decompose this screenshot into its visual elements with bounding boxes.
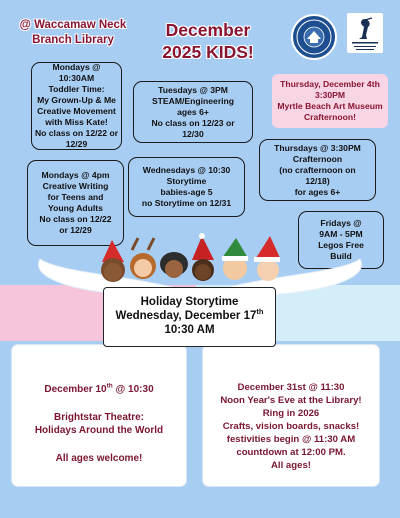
event-text: ages 6+ [177,106,209,117]
event-text: babies-age 5 [160,187,213,197]
page-title [146,20,270,64]
kid-face-6 [254,236,280,281]
event-text: Toddler Time: [48,84,105,94]
event-text: Crafternoon! [303,112,357,123]
event-text: for ages 6+ [294,186,341,197]
event-monday-toddler [31,62,122,150]
event-thursday-crafternoon [259,139,376,201]
event-text: Myrtle Beach Art Museum [277,101,383,111]
event-tuesday-steam [133,81,253,143]
branch-line-2: Branch Library [32,33,114,46]
holiday-storytime-title: Holiday Storytime [140,296,239,309]
event-wednesday-storytime [128,157,245,217]
kid-face-2 [130,238,156,279]
event-text: No class on 12/22 [39,214,112,224]
event-text: no Storytime on 12/31 [141,198,232,208]
event-text: Thursday, December 4th [280,78,380,89]
holiday-storytime-date [104,307,275,324]
event-text: No class on 12/22 or [34,128,119,138]
kid-face-1 [101,240,125,282]
children-in-holiday-hats-illustration [96,232,286,292]
friends-library-logo [347,13,383,53]
event-text: or 12/29 [59,225,92,235]
nye-text: festivities begin @ 11:30 AM [226,434,356,446]
event-text: 3:30PM [314,89,346,100]
kid-face-4 [192,233,214,281]
brightstar-audience: All ages welcome! [55,452,143,464]
branch-line-1: @ Waccamaw Neck [19,19,127,31]
event-text: Young Adults [48,203,103,213]
event-text: Creative Writing [42,181,109,191]
event-text: Mondays @ 4pm [41,170,110,180]
title-line-2: 2025 KIDS! [162,41,254,62]
kid-face-3 [160,252,188,278]
event-text: Wednesdays @ 10:30 [142,165,231,175]
holiday-storytime-time: 10:30 AM [164,323,215,336]
event-text: Creative Movement [37,106,116,116]
event-text: Build [330,251,352,261]
event-text: Tuesdays @ 3PM [158,84,228,95]
kid-face-5 [222,238,248,280]
title-line-1: December [165,20,251,40]
event-text: for Teens and [47,192,104,202]
event-text: STEAM/Engineering [151,95,235,106]
county-seal-logo [291,14,337,60]
nye-text: countdown at 12:00 PM. [236,447,346,459]
holiday-date-text: Wednesday, December 17 [115,310,257,323]
nye-text: Noon Year's Eve at the Library! [220,395,362,407]
seal-icon [293,16,335,58]
event-text: 9AM - 5PM [319,229,363,239]
noon-years-eve-event [206,381,376,472]
brightstar-event [18,383,180,465]
branch-name [18,18,128,48]
event-text: Crafternoon [292,153,343,164]
brightstar-title: Brightstar Theatre: [53,411,144,423]
nye-text: All ages! [271,460,311,472]
event-text: 12/18) [305,175,330,186]
brightstar-date-text: December 10 [44,384,107,395]
event-text: 12/29 [65,139,88,149]
event-text: 12/30 [182,128,204,139]
event-text: Fridays @ [320,218,362,228]
event-text: Mondays @ 10:30AM [52,62,101,83]
event-text: Legos Free [318,240,364,250]
event-text: (no crafternoon on [279,164,356,175]
event-text: Storytime [166,176,207,186]
nye-text: December 31st @ 11:30 [237,382,345,393]
brightstar-date-sup: th [106,382,113,390]
nye-text: Crafts, vision boards, snacks! [222,421,360,433]
event-text: Thursdays @ 3:30PM [274,142,361,153]
brightstar-date-time: @ 10:30 [112,384,154,395]
nye-text: Ring in 2026 [262,408,320,420]
holiday-storytime-banner [103,287,276,347]
event-text: No class on 12/23 or [151,117,235,128]
holiday-date-sup: th [256,307,264,317]
event-museum-crafternoon [272,74,388,128]
event-text: My Grown-Up & Me [37,95,116,105]
brightstar-date [18,383,180,397]
heron-icon [347,13,383,53]
brightstar-subtitle: Holidays Around the World [34,425,164,436]
event-text: with Miss Kate! [45,117,108,127]
